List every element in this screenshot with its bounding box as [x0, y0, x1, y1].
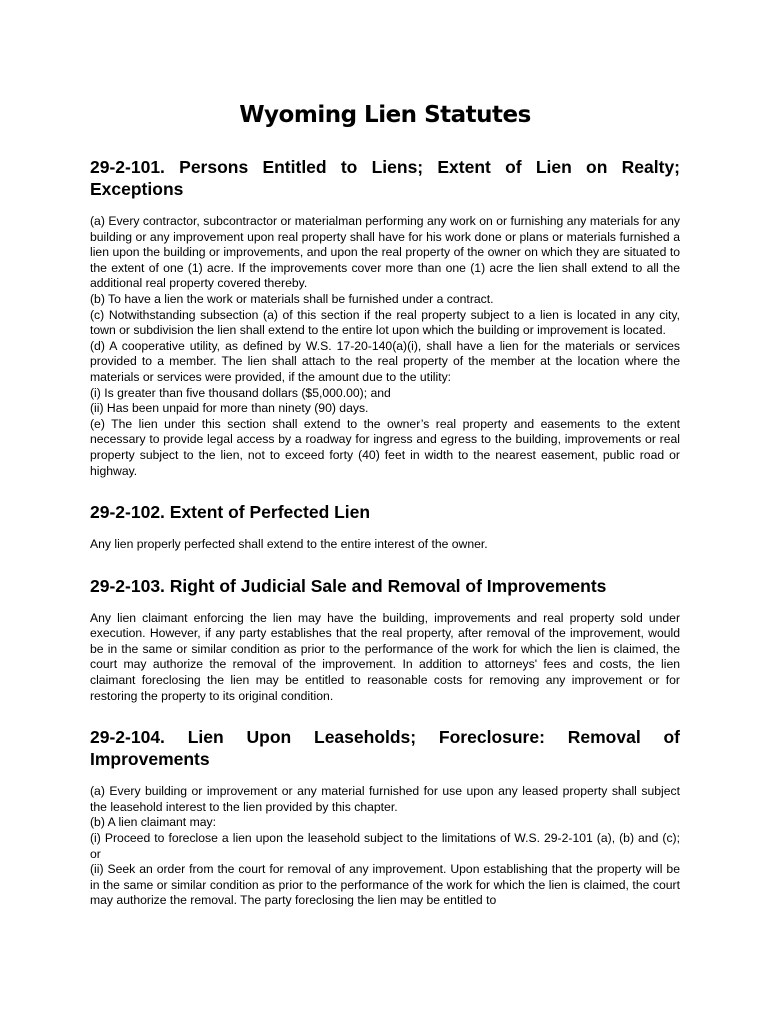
paragraph: (a) Every contractor, subcontractor or materialman performing any work on or furnishing any materials for any building or any improvement upon real property shall have for his work done or plans or materials furnished a lien upon the building or improvements, and upon the real property of the owner on which they are situated to the extent of one (1) acre. If the improvements cover more than one (1) acre the lien shall extend to all the additional real property covered thereby. — [90, 214, 680, 291]
paragraph: (b) A lien claimant may: — [90, 815, 216, 830]
paragraph: (i) Proceed to foreclose a lien upon the leasehold subject to the limitations of W.S. 29-2-101 (a), (b) and (c); or — [90, 831, 680, 861]
section-body — [90, 784, 680, 909]
section-29-2-102 — [90, 501, 680, 553]
section-29-2-101 — [90, 156, 680, 479]
document-page — [90, 98, 680, 931]
section-body — [90, 214, 680, 479]
paragraph: (ii) Has been unpaid for more than ninety (90) days. — [90, 401, 369, 416]
paragraph: (c) Notwithstanding subsection (a) of this section if the real property subject to a lien is located in any city, town or subdivision the lien shall extend to the entire lot upon which the building or improvement is located. — [90, 307, 680, 338]
paragraph: (d) A cooperative utility, as defined by W.S. 17-20-140(a)(i), shall have a lien for the materials or services provided to a member. The lien shall attach to the real property of the member at the location where the materials or services were provided, if the amount due to the utility: — [90, 338, 680, 384]
section-29-2-103 — [90, 575, 680, 705]
paragraph: (e) The lien under this section shall extend to the owner’s real property and easements to the extent necessary to provide legal access by a roadway for ingress and egress to the building, improvements or real property subject to the lien, not to exceed forty (40) feet in width to the nearest easement, public road or highway. — [90, 416, 680, 478]
section-heading: 29-2-104. Lien Upon Leaseholds; Foreclosure: Removal of Improvements — [90, 727, 680, 770]
section-heading: 29-2-103. Right of Judicial Sale and Removal of Improvements — [90, 575, 607, 596]
section-29-2-104 — [90, 726, 680, 909]
paragraph: (ii) Seek an order from the court for removal of any improvement. Upon establishing that the property will be in the same or similar condition as prior to the performance of the work for which the lien is claimed, the court may authorize the removal. The party foreclosing the lien may be entitled to — [90, 862, 680, 908]
paragraph: (i) Is greater than five thousand dollars ($5,000.00); and — [90, 385, 391, 400]
section-body — [90, 537, 680, 553]
section-heading: 29-2-102. Extent of Perfected Lien — [90, 502, 371, 523]
section-heading: 29-2-101. Persons Entitled to Liens; Extent of Lien on Realty; Exceptions — [90, 157, 680, 199]
paragraph: (a) Every building or improvement or any material furnished for use upon any leased property shall subject the leasehold interest to the lien provided by this chapter. — [90, 784, 680, 814]
document-title: Wyoming Lien Statutes — [239, 102, 531, 128]
paragraph: (b) To have a lien the work or materials shall be furnished under a contract. — [90, 291, 494, 306]
paragraph: Any lien claimant enforcing the lien may have the building, improvements and real property sold under execution. However, if any party establishes that the real property, after removal of the improvement, would be in the same or similar condition as prior to the performance of the work for which the lien is claimed, the court may authorize the removal of the improvement. In addition to attorneys' fees and costs, the lien claimant foreclosing the lien may be entitled to reasonable costs for removing any improvement or for restoring the property to its original condition. — [90, 610, 680, 703]
section-body — [90, 611, 680, 705]
paragraph: Any lien properly perfected shall extend to the entire interest of the owner. — [90, 537, 488, 552]
